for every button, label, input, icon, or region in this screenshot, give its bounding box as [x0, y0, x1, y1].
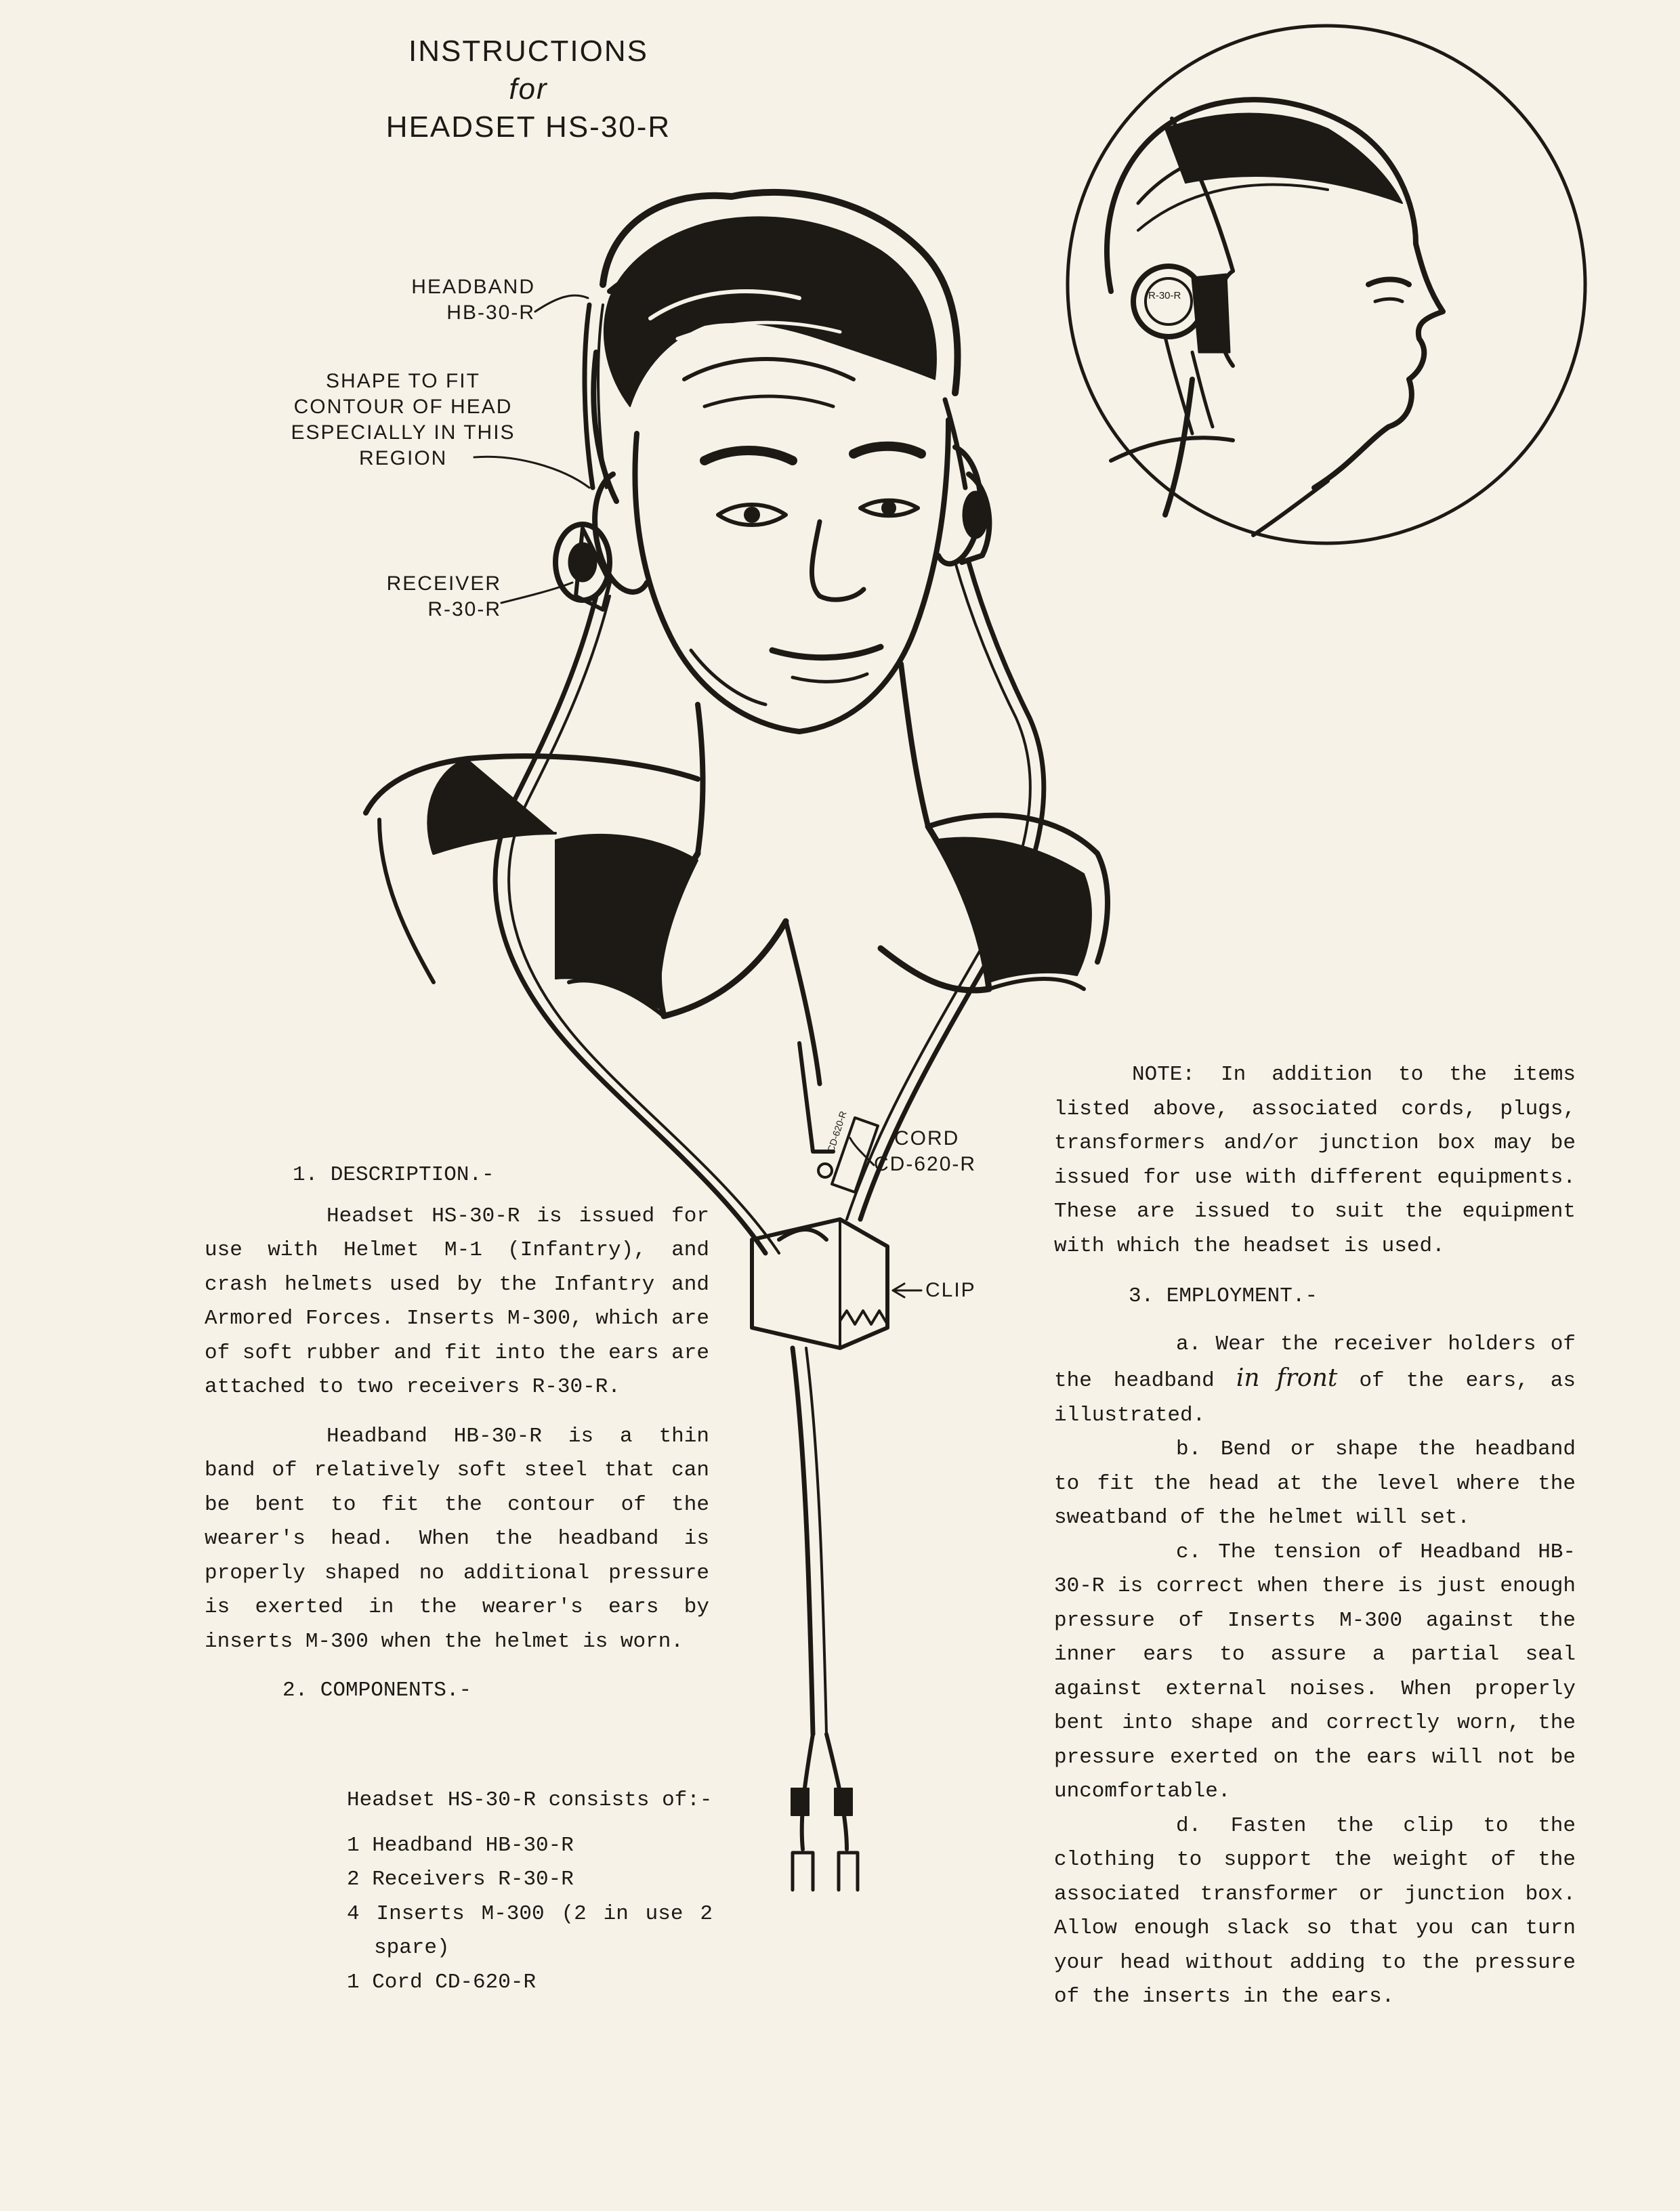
- employment-item-a-text: a. Wear the receiver holders of the headband: [1054, 1332, 1576, 1393]
- component-item: 1 Headband HB-30-R: [347, 1833, 574, 1857]
- shape-callout-line-1: SHAPE TO FIT: [326, 370, 480, 392]
- title-line-2: for: [509, 72, 548, 106]
- employment-item-d: d. Fasten the clip to the clothing to support the weight of the associated transformer or junction box. Allow enough slack so that you can turn your head without adding to the pressure of the inserts in the ears.: [1054, 1813, 1576, 2008]
- cord-callout-line-2: CD-620-R: [874, 1153, 977, 1175]
- title-line-3: HEADSET HS-30-R: [385, 110, 671, 144]
- receiver-callout: [352, 571, 501, 623]
- shape-callout-line-4: REGION: [359, 447, 448, 469]
- employment-item-c: c. The tension of Headband HB-30-R is correct when there is just enough pressure of Inserts M-300 against the inner ears to assure a partial seal against external noises. When properly bent into shape and correctly worn, the pressure exerted on the ears will not be uncomfortable.: [1054, 1540, 1576, 1803]
- cord-tag-label: CD-620-R: [825, 1110, 849, 1154]
- description-paragraph-1: Headset HS-30-R is issued for use with Helmet M-1 (Infantry), and crash helmets used by the Infantry and Armored Forces. Inserts M-300, which are of soft rubber and fit into the ears are attached to two receivers R-30-R.: [205, 1204, 709, 1399]
- employment-item-a-emphasis: in front: [1236, 1364, 1338, 1392]
- employment-item-a-text-end: of the ears, as illustrated.: [1054, 1369, 1576, 1427]
- headband-callout-line-2: HB-30-R: [446, 301, 535, 324]
- note-paragraph: NOTE: In addition to the items listed above, associated cords, plugs, transformers and/or junction box may be issued for use with different equipments. These are issued to suit the equipment with which the headset is used.: [1054, 1063, 1576, 1258]
- headband-callout-line-1: HEADBAND: [411, 276, 535, 298]
- clip-callout: CLIP: [925, 1279, 976, 1301]
- shape-callout-line-3: ESPECIALLY IN THIS: [291, 421, 516, 444]
- employment-item-a: [1054, 1328, 1576, 1433]
- receiver-callout-line-1: RECEIVER: [386, 572, 501, 595]
- component-item: 2 Receivers R-30-R: [347, 1868, 574, 1891]
- components-heading: 2. COMPONENTS.-: [282, 1679, 472, 1702]
- receiver-badge-label: R-30-R: [1148, 290, 1181, 301]
- shape-callout-line-2: CONTOUR OF HEAD: [293, 396, 513, 418]
- employment-item-b: b. Bend or shape the headband to fit the head at the level where the sweatband of the helmet will set.: [1054, 1437, 1576, 1530]
- components-intro: Headset HS-30-R consists of:-: [347, 1788, 713, 1812]
- shape-callout: [257, 368, 549, 471]
- component-item: 1 Cord CD-620-R: [347, 1970, 537, 1994]
- cord-callout-line-1: CORD: [894, 1127, 960, 1150]
- title-line-1: INSTRUCTIONS: [408, 35, 648, 68]
- headband-callout: [379, 274, 535, 326]
- description-heading: 1. DESCRIPTION.-: [293, 1163, 495, 1187]
- description-paragraph-2: Headband HB-30-R is a thin band of relatively soft steel that can be bent to fit the contour of the wearer's head. When the headband is properly shaped no additional pressure is exerted in the wearer's ears by inserts M-300 when the helmet is worn.: [205, 1424, 709, 1654]
- right-column: [1054, 1058, 1576, 2015]
- components-list: [347, 1829, 713, 2000]
- receiver-callout-line-2: R-30-R: [427, 598, 501, 620]
- components-block: [347, 1784, 713, 2000]
- component-item: 4 Inserts M-300 (2 in use 2 spare): [347, 1901, 713, 1960]
- left-column: [205, 1158, 709, 1708]
- cord-callout: [874, 1126, 1050, 1177]
- employment-heading: 3. EMPLOYMENT.-: [1129, 1284, 1318, 1308]
